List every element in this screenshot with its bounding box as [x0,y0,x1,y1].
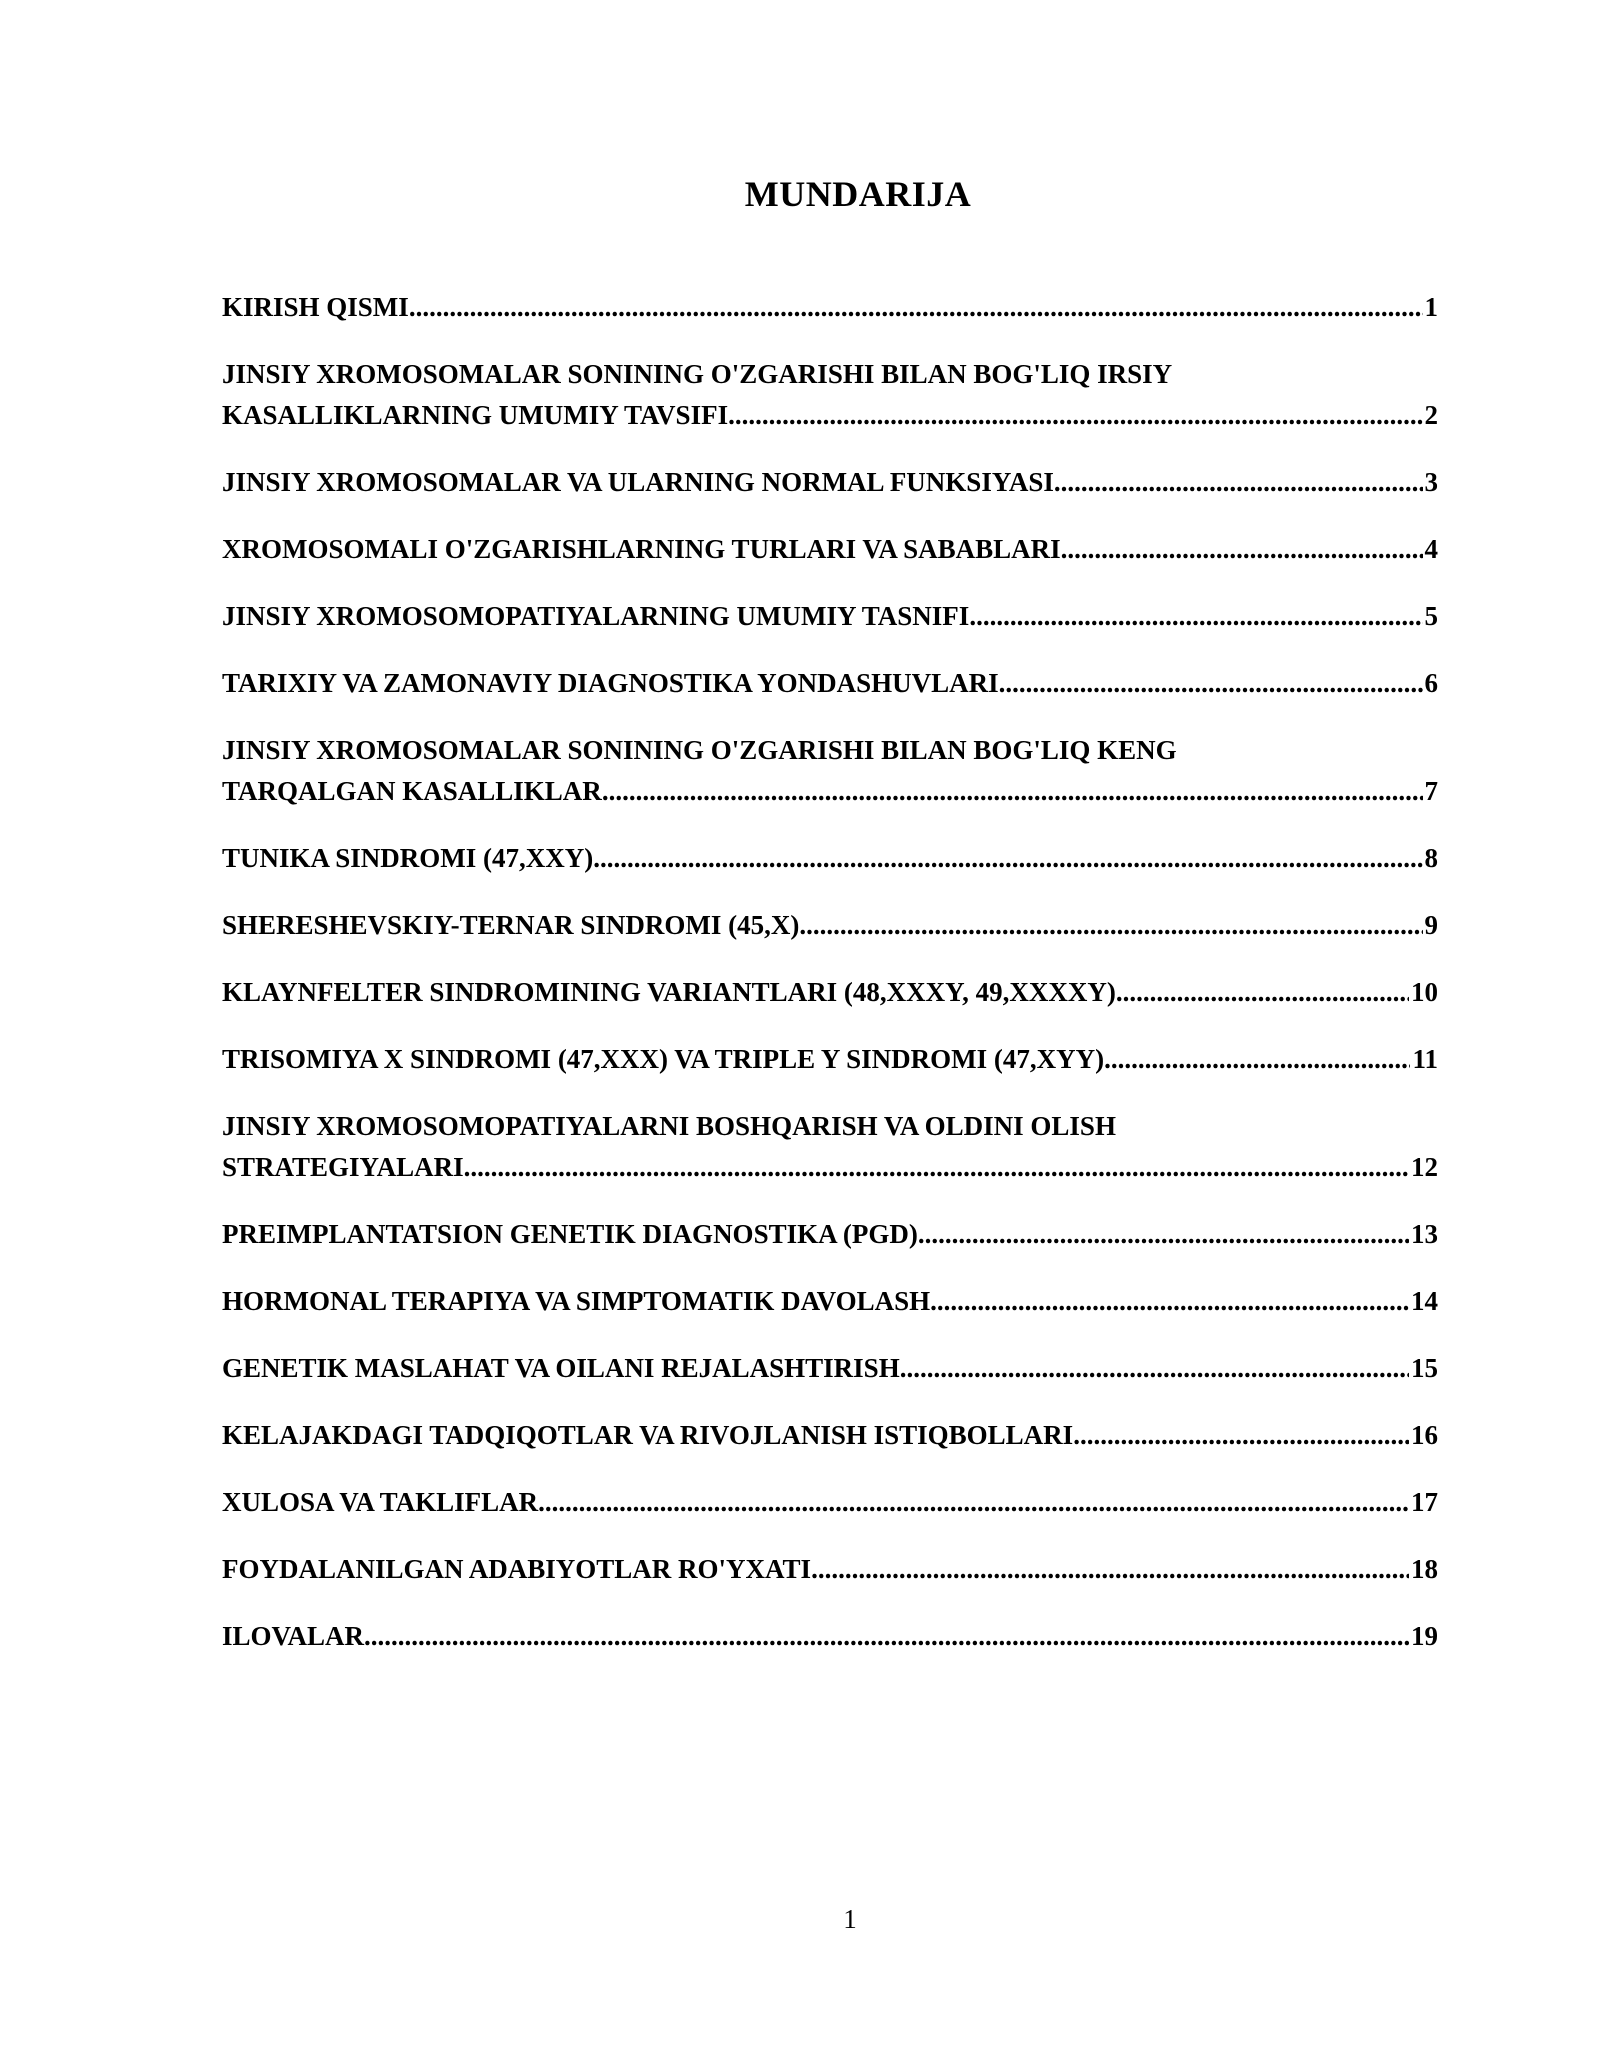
toc-entry[interactable] [222,1039,1438,1080]
toc-entry-title: KASALLIKLARNING UMUMIY TAVSIFI [222,400,729,430]
toc-entry-line [222,1549,1438,1590]
toc-entry[interactable] [222,1214,1438,1255]
toc-entry[interactable] [222,354,1438,436]
toc-entry[interactable] [222,1348,1438,1389]
toc-entry-page-number: 7 [1424,776,1438,806]
toc-entry-title: TUNIKA SINDROMI (47,XXY) [222,843,594,873]
toc-entry[interactable] [222,838,1438,879]
toc-entry-title: KIRISH QISMI [222,292,409,322]
toc-dot-leader [999,663,1423,704]
page-number: 1 [843,1904,857,1934]
toc-dot-leader [1104,1039,1410,1080]
toc-dot-leader [918,1214,1409,1255]
toc-entry[interactable] [222,462,1438,503]
toc-entry-title: PREIMPLANTATSION GENETIK DIAGNOSTIKA (PGD) [222,1219,918,1249]
toc-entry-title-line: JINSIY XROMOSOMOPATIYALARNI BOSHQARISH VA OLDINI OLISH [222,1111,1116,1141]
toc-dot-leader [409,287,1423,328]
toc-dot-leader [811,1549,1409,1590]
toc-entry[interactable] [222,1616,1438,1657]
toc-entry-page-number: 18 [1411,1554,1438,1584]
toc-entry-line [222,1616,1438,1657]
toc-dot-leader [728,395,1422,436]
toc-entry-line [222,1482,1438,1523]
table-of-contents [222,287,1438,1683]
toc-dot-leader [930,1281,1409,1322]
toc-entry-line [222,1147,1438,1188]
toc-entry-title: KLAYNFELTER SINDROMINING VARIANTLARI (48,XXXY, 49,XXXXY) [222,977,1116,1007]
toc-dot-leader [593,838,1422,879]
toc-entry-line [222,1415,1438,1456]
toc-entry-line [222,529,1438,570]
toc-entry[interactable] [222,972,1438,1013]
toc-entry[interactable] [222,1482,1438,1523]
toc-entry-page-number: 14 [1411,1286,1438,1316]
toc-dot-leader [538,1482,1409,1523]
toc-entry-page-number: 9 [1424,910,1438,940]
toc-entry[interactable] [222,529,1438,570]
toc-entry-page-number: 1 [1424,292,1438,322]
toc-entry[interactable] [222,1415,1438,1456]
toc-dot-leader [602,771,1423,812]
toc-entry-title: GENETIK MASLAHAT VA OILANI REJALASHTIRISH [222,1353,900,1383]
toc-entry-page-number: 12 [1411,1152,1438,1182]
toc-entry-title-line: JINSIY XROMOSOMALAR SONINING O'ZGARISHI BILAN BOG'LIQ IRSIY [222,359,1173,389]
toc-entry[interactable] [222,596,1438,637]
toc-entry-title: KELAJAKDAGI TADQIQOTLAR VA RIVOJLANISH ISTIQBOLLARI [222,1420,1074,1450]
toc-entry-page-number: 10 [1411,977,1438,1007]
toc-entry-page-number: 16 [1411,1420,1438,1450]
toc-dot-leader [900,1348,1409,1389]
toc-entry-line [222,972,1438,1013]
toc-entry[interactable] [222,1549,1438,1590]
toc-entry-line [222,287,1438,328]
toc-entry-line [222,905,1438,946]
toc-entry[interactable] [222,1106,1438,1188]
toc-entry-page-number: 6 [1424,668,1438,698]
toc-entry[interactable] [222,663,1438,704]
toc-entry-title: ILOVALAR [222,1621,365,1651]
toc-entry-title: TRISOMIYA X SINDROMI (47,XXX) VA TRIPLE Y SINDROMI (47,XYY) [222,1044,1105,1074]
toc-entry-page-number: 19 [1411,1621,1438,1651]
toc-entry-page-number: 11 [1412,1044,1438,1074]
toc-entry-line [222,771,1438,812]
toc-entry[interactable] [222,287,1438,328]
toc-dot-leader [969,596,1422,637]
toc-entry-page-number: 15 [1411,1353,1438,1383]
toc-dot-leader [1116,972,1409,1013]
toc-entry-page-number: 5 [1424,601,1438,631]
toc-entry-line [222,1039,1438,1080]
toc-entry-line [222,596,1438,637]
toc-entry-title: FOYDALANILGAN ADABIYOTLAR RO'YXATI [222,1554,812,1584]
toc-entry-line [222,1348,1438,1389]
toc-entry-title: JINSIY XROMOSOMOPATIYALARNING UMUMIY TASNIFI [222,601,970,631]
toc-entry-page-number: 2 [1424,400,1438,430]
toc-dot-leader [799,905,1422,946]
toc-entry-line [222,1281,1438,1322]
toc-entry[interactable] [222,1281,1438,1322]
toc-dot-leader [1073,1415,1409,1456]
toc-entry-page-number: 17 [1411,1487,1438,1517]
toc-entry-page-number: 4 [1424,534,1438,564]
toc-dot-leader [464,1147,1409,1188]
toc-entry-line [222,462,1438,503]
toc-dot-leader [1061,529,1423,570]
toc-entry-title: TARIXIY VA ZAMONAVIY DIAGNOSTIKA YONDASHUVLARI [222,668,999,698]
toc-entry-page-number: 13 [1411,1219,1438,1249]
toc-entry-line [222,395,1438,436]
toc-entry-title: TARQALGAN KASALLIKLAR [222,776,602,806]
toc-entry-title: HORMONAL TERAPIYA VA SIMPTOMATIK DAVOLASH [222,1286,931,1316]
toc-entry-line [222,1214,1438,1255]
toc-entry-title: XULOSA VA TAKLIFLAR [222,1487,539,1517]
toc-entry-title: JINSIY XROMOSOMALAR VA ULARNING NORMAL FUNKSIYASI [222,467,1054,497]
toc-dot-leader [1054,462,1423,503]
toc-entry-line [222,838,1438,879]
toc-entry-page-number: 8 [1424,843,1438,873]
toc-entry-title: SHERESHEVSKIY-TERNAR SINDROMI (45,X) [222,910,800,940]
toc-entry[interactable] [222,905,1438,946]
toc-entry-page-number: 3 [1424,467,1438,497]
toc-entry-line [222,663,1438,704]
page-title: MUNDARIJA [744,174,972,215]
toc-dot-leader [364,1616,1409,1657]
toc-entry-title: STRATEGIYALARI [222,1152,464,1182]
toc-entry[interactable] [222,730,1438,812]
toc-entry-title-line: JINSIY XROMOSOMALAR SONINING O'ZGARISHI BILAN BOG'LIQ KENG [222,735,1177,765]
toc-entry-title: XROMOSOMALI O'ZGARISHLARNING TURLARI VA SABABLARI [222,534,1061,564]
